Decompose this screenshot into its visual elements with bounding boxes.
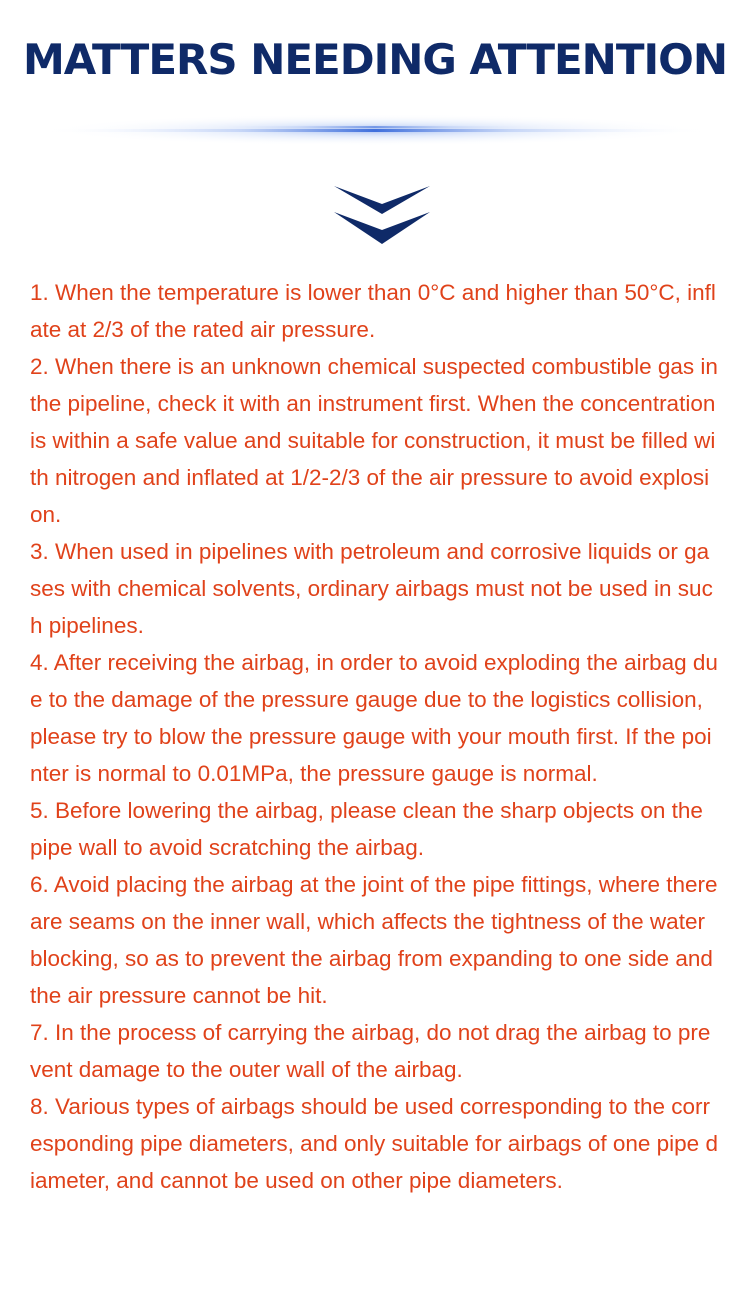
list-item: 4. After receiving the airbag, in order to avoid exploding the airbag due to the damage of the pressure gauge due to the logistics collision, please try to blow the pressure gauge with your mouth first. If the pointer is normal to 0.01MPa, the pressure gauge is normal. <box>30 650 718 786</box>
notes-list <box>30 274 720 1199</box>
list-item: 8. Various types of airbags should be used corresponding to the corresponding pipe diameters, and only suitable for airbags of one pipe diameter, and cannot be used on other pipe diameters. <box>30 1094 718 1193</box>
list-item: 7. In the process of carrying the airbag, do not drag the airbag to prevent damage to the outer wall of the airbag. <box>30 1020 711 1082</box>
glow-divider <box>40 110 710 150</box>
list-item: 2. When there is an unknown chemical suspected combustible gas in the pipeline, check it with an instrument first. When the concentration is within a safe value and suitable for construction, it must be filled with nitrogen and inflated at 1/2-2/3 of the air pressure to avoid explosion. <box>30 354 718 527</box>
list-item: 5. Before lowering the airbag, please clean the sharp objects on the pipe wall to avoid scratching the airbag. <box>30 798 703 860</box>
list-item: 1. When the temperature is lower than 0°C and higher than 50°C, inflate at 2/3 of the rated air pressure. <box>30 280 716 342</box>
page-title: MATTERS NEEDING ATTENTION <box>23 35 727 84</box>
list-item: 6. Avoid placing the airbag at the joint of the pipe fittings, where there are seams on the inner wall, which affects the tightness of the water blocking, so as to prevent the airbag from expanding to one side and the air pressure cannot be hit. <box>30 872 718 1008</box>
double-chevron-down-icon <box>330 182 434 250</box>
list-item: 3. When used in pipelines with petroleum and corrosive liquids or gases with chemical solvents, ordinary airbags must not be used in such pipelines. <box>30 539 713 638</box>
